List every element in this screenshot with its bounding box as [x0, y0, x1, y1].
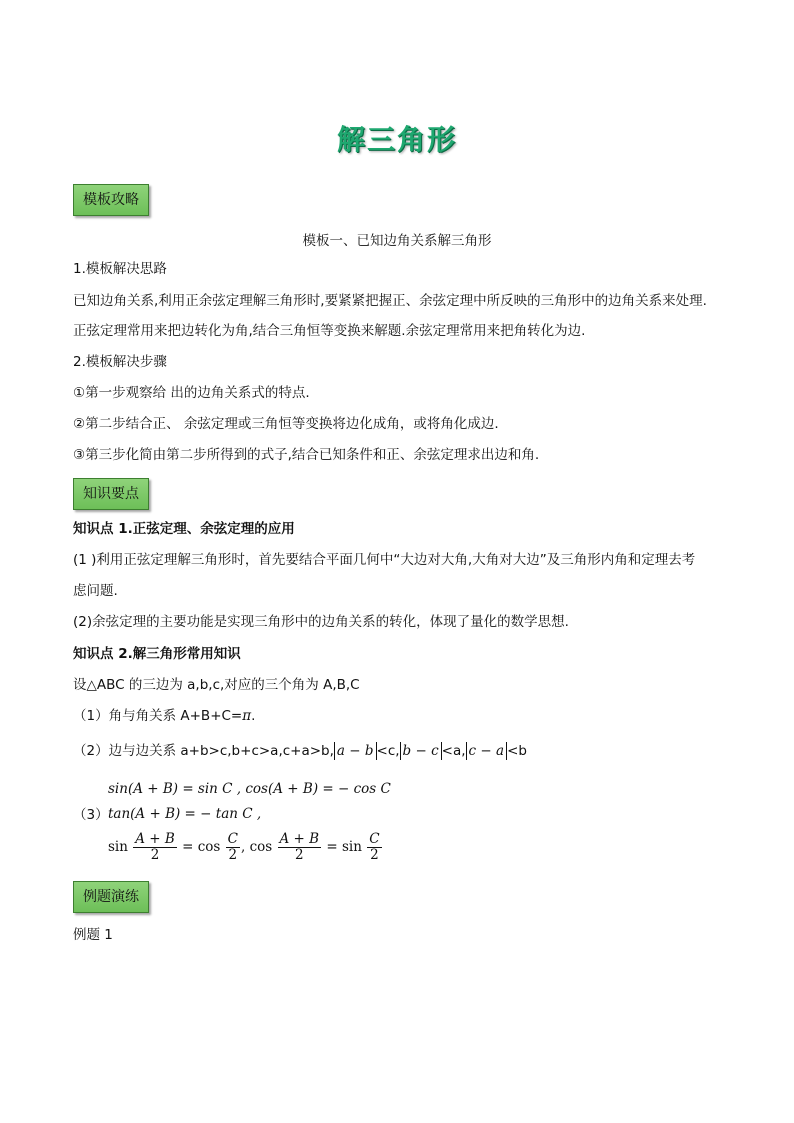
kp2-item2-t2: <a, — [441, 743, 466, 759]
kp2-item3-label: （3） — [73, 807, 109, 823]
section-tag-example-practice: 例题演练 — [73, 881, 149, 913]
idea-line-2: 正弦定理常用来把边转化为角,结合三角恒等变换来解题.余弦定理常用来把角转化为边. — [73, 323, 586, 339]
kp1-heading: 知识点 1.正弦定理、余弦定理的应用 — [73, 521, 295, 537]
steps-heading: 2.模板解决步骤 — [73, 354, 167, 370]
kp1-item1-line2: 虑问题. — [73, 583, 118, 599]
abs-a-minus-b: a − b — [334, 742, 377, 760]
formula-sin-cos-sum: sin(A + B) = sin C , cos(A + B) = − cos C — [108, 781, 391, 797]
kp2-heading: 知识点 2.解三角形常用知识 — [73, 646, 241, 662]
func-eq-sin: = sin — [326, 839, 362, 855]
kp1-item2: (2)余弦定理的主要功能是实现三角形中的边角关系的转化，体现了量化的数学思想. — [73, 614, 569, 630]
formula-tan-sum: tan(A + B) = − tan C , — [108, 806, 262, 822]
template-heading: 模板一、已知边角关系解三角形 — [302, 233, 492, 249]
section-tag-knowledge-points: 知识要点 — [73, 478, 149, 510]
section-tag-template-strategy: 模板攻略 — [73, 184, 149, 216]
page-title: 解三角形 — [336, 123, 457, 156]
kp2-item1 — [73, 707, 255, 725]
kp1-item1-line1: (1 )利用正弦定理解三角形时，首先要结合平面几何中“大边对大角,大角对大边”及三角形内角和定理去考 — [73, 552, 696, 568]
formula-half-angle — [108, 832, 383, 863]
idea-line-1: 已知边角关系,利用正余弦定理解三角形时,要紧紧把握正、余弦定理中所反映的三角形中的边角关系来处理. — [73, 293, 707, 309]
func-sin: sin — [108, 839, 128, 855]
fraction-c-over-2: $\frac{C}{2}$ — [227, 831, 238, 863]
fraction-c-over-2-second: $\frac{C}{2}$ — [369, 831, 380, 863]
func-comma-cos: , cos — [241, 839, 273, 855]
kp2-item2-t1: <c, — [376, 743, 400, 759]
step-1: ①第一步观察给 出的边角关系式的特点. — [73, 385, 310, 401]
fraction-a-plus-b-over-2: $\frac{A + B}{2}$ — [135, 831, 175, 863]
pi-symbol: π — [242, 708, 252, 724]
abs-c-minus-a: c − a — [466, 742, 508, 760]
step-3: ③第三步化简由第二步所得到的式子,结合已知条件和正、余弦定理求出边和角. — [73, 447, 540, 463]
example-label: 例题 1 — [73, 927, 113, 943]
kp2-item1-end: . — [251, 708, 256, 724]
kp2-item2 — [73, 742, 527, 760]
kp2-item1-text: （1）角与角关系 A+B+C= — [73, 708, 243, 724]
idea-heading: 1.模板解决思路 — [73, 261, 167, 277]
kp2-intro: 设△ABC 的三边为 a,b,c,对应的三个角为 A,B,C — [73, 677, 360, 693]
func-eq-cos: = cos — [182, 839, 221, 855]
kp2-item2-text: （2）边与边关系 a+b>c,b+c>a,c+a>b, — [73, 743, 334, 759]
kp2-item2-t3: <b — [507, 743, 527, 759]
abs-b-minus-c: b − c — [400, 742, 442, 760]
step-2: ②第二步结合正、 余弦定理或三角恒等变换将边化成角，或将角化成边. — [73, 416, 499, 432]
fraction-a-plus-b-over-2-second: $\frac{A + B}{2}$ — [279, 831, 320, 863]
